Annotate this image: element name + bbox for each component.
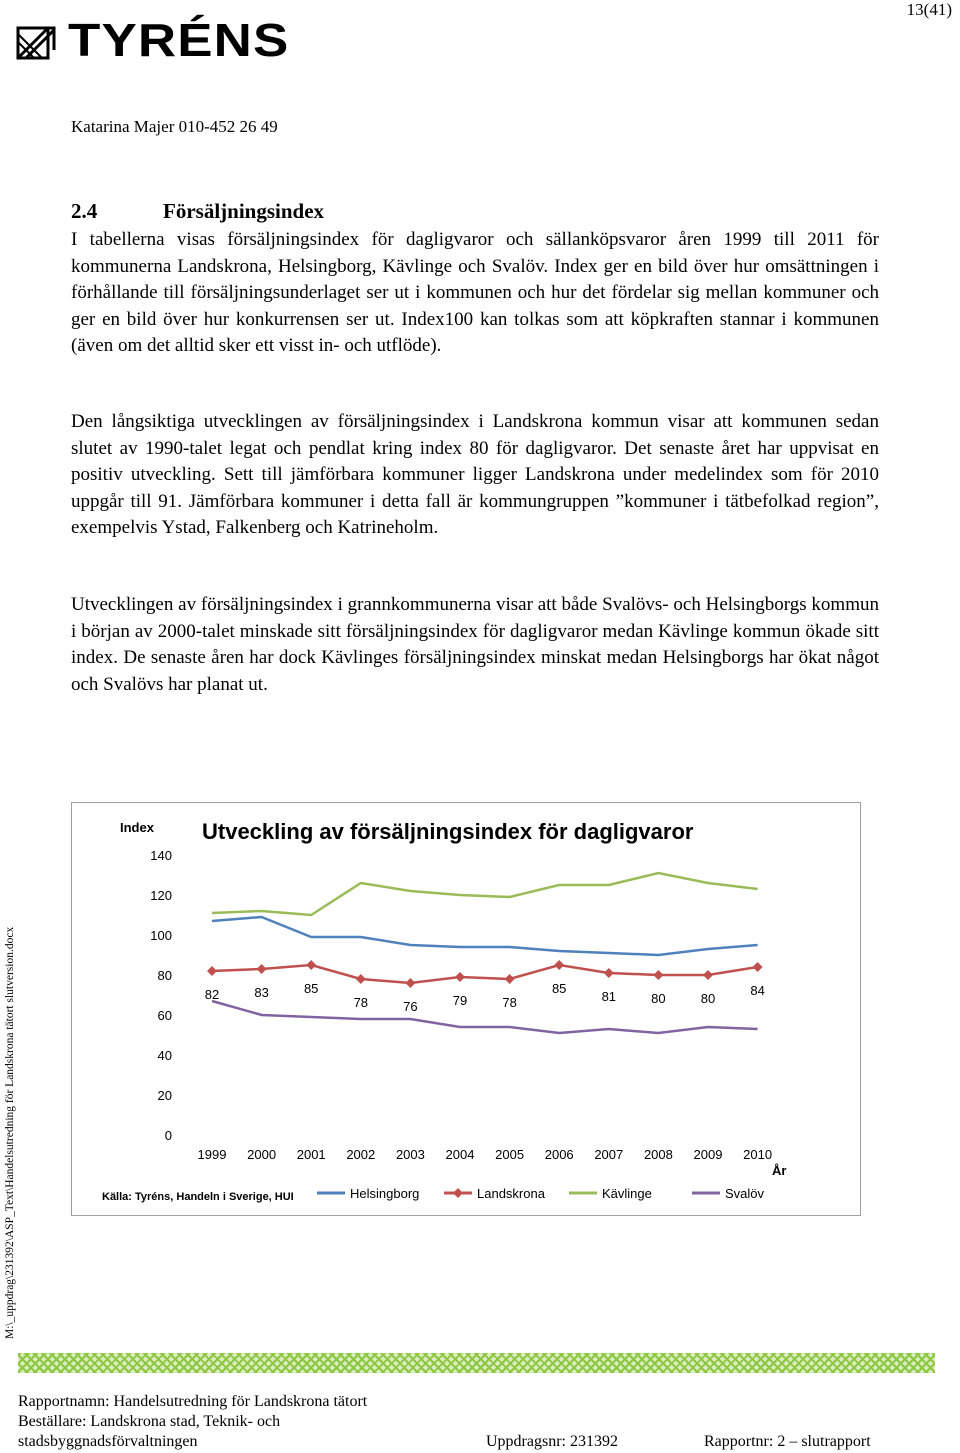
series-line-helsingborg — [212, 917, 758, 955]
page-number: 13(41) — [906, 0, 952, 19]
legend-marker — [453, 1188, 463, 1198]
data-point-marker — [257, 964, 267, 974]
data-point-marker — [753, 962, 763, 972]
x-tick-label: 2000 — [247, 1147, 277, 1162]
x-axis-label: År — [772, 1163, 787, 1178]
data-label: 82 — [204, 987, 220, 1002]
data-point-marker — [505, 974, 515, 984]
x-tick-label: 2002 — [346, 1147, 376, 1162]
x-tick-label: 2010 — [743, 1147, 773, 1162]
legend-label: Svalöv — [725, 1186, 765, 1201]
x-tick-label: 2001 — [296, 1147, 326, 1162]
y-tick-label: 60 — [157, 1008, 172, 1023]
author-contact: Katarina Majer 010-452 26 49 — [71, 117, 278, 136]
series-line-kävlinge — [212, 873, 758, 915]
data-label: 78 — [502, 995, 517, 1010]
chart-title: Utveckling av försäljningsindex för dagligvaror — [202, 819, 694, 844]
data-label: 85 — [303, 981, 319, 996]
chart-source: Källa: Tyréns, Handeln i Sverige, HUI — [102, 1191, 294, 1203]
x-tick-label: 2008 — [643, 1147, 673, 1162]
tyrens-logo — [16, 14, 290, 66]
y-tick-label: 40 — [157, 1048, 172, 1063]
paragraph-intro: I tabellerna visas försäljningsindex för dagligvaror och sällanköpsvaror åren 1999 till 2011 för kommunerna Landskrona, Helsingborg, Kävlinge och Svalöv. Index ger en bild över hur omsättningen i förhållande till försäljningsunderlaget ser ut i kommunen och hur det fördelar sig mellan kommuner och ger en bild över hur konkurrensen ser ut. Index100 kan tolkas som att köpkraften stannar i kommunen (även om det alltid sker ett visst in- och utflöde). — [71, 229, 879, 356]
data-point-marker — [356, 974, 366, 984]
y-tick-label: 0 — [164, 1128, 172, 1143]
footer-report-name: Rapportnamn: Handelsutredning för Landskrona tätort — [18, 1393, 368, 1410]
data-label: 80 — [700, 991, 716, 1006]
data-label: 83 — [254, 985, 269, 1000]
data-point-marker — [455, 972, 465, 982]
section-title: Försäljningsindex — [163, 199, 325, 223]
section-heading — [71, 199, 324, 224]
x-tick-label: 2009 — [693, 1147, 723, 1162]
paragraph-neighbours: Utvecklingen av försäljningsindex i grannkommunerna visar att både Svalövs- och Helsingborgs kommun i början av 2000-talet minskade sitt försäljningsindex för dagligvaror medan Kävlinge kommun ökade sitt index. De senaste åren har dock Kävlinges försäljningsindex minskat medan Helsingborgs har ökat något och Svalövs har planat ut. — [71, 594, 879, 695]
section-number: 2.4 — [71, 199, 98, 223]
y-axis-label: Index — [120, 820, 154, 835]
legend-label: Landskrona — [477, 1186, 545, 1201]
data-label: 81 — [601, 989, 617, 1004]
document-path: M:\_uppdrag\231392\ASP_Text\Handelsutredning för Landskrona tätort slutversion.docx — [4, 926, 16, 1339]
y-tick-label: 120 — [150, 888, 172, 903]
data-label: 85 — [551, 981, 567, 996]
chart-svg — [72, 803, 860, 1215]
x-tick-label: 2005 — [495, 1147, 525, 1162]
y-tick-label: 80 — [157, 968, 172, 983]
x-tick-label: 1999 — [197, 1147, 227, 1162]
data-point-marker — [604, 968, 614, 978]
data-point-marker — [306, 960, 316, 970]
footer-assignment-number: Uppdragsnr: 231392 — [486, 1433, 618, 1450]
data-label: 84 — [750, 983, 765, 998]
legend-label: Kävlinge — [602, 1186, 652, 1201]
footer-client-line1: Beställare: Landskrona stad, Teknik- och — [18, 1413, 281, 1430]
footer-stripe — [18, 1353, 935, 1373]
data-label: 80 — [651, 991, 666, 1006]
series-line-landskrona — [212, 965, 758, 983]
data-label: 79 — [452, 993, 468, 1008]
y-tick-label: 20 — [157, 1088, 172, 1103]
data-point-marker — [653, 970, 663, 980]
logo-mark-icon — [16, 20, 56, 60]
data-label: 76 — [403, 999, 418, 1014]
y-tick-label: 140 — [150, 848, 172, 863]
x-tick-label: 2007 — [594, 1147, 624, 1162]
data-point-marker — [207, 966, 217, 976]
x-tick-label: 2004 — [445, 1147, 475, 1162]
series-line-svalöv — [212, 1001, 758, 1033]
data-point-marker — [703, 970, 713, 980]
x-tick-label: 2006 — [544, 1147, 574, 1162]
logo-wordmark: TYRÉNS — [68, 14, 290, 66]
data-point-marker — [405, 978, 415, 988]
y-tick-label: 100 — [150, 928, 172, 943]
data-label: 78 — [353, 995, 369, 1010]
sales-index-chart — [71, 802, 861, 1216]
paragraph-landskrona: Den långsiktiga utvecklingen av försäljningsindex i Landskrona kommun visar att kommunen sedan slutet av 1990-talet legat och pendlat kring index 80 för dagligvaror. Det senaste året har uppvisat en positiv utveckling. Sett till jämförbara kommuner ligger Landskrona under medelindex som för 2010 uppgår till 91. Jämförbara kommuner i detta fall är kommungruppen ”kommuner i tätbefolkad region”, exempelvis Ystad, Falkenberg och Katrineholm. — [71, 411, 879, 538]
footer-report-number: Rapportnr: 2 – slutrapport — [704, 1433, 871, 1450]
data-point-marker — [554, 960, 564, 970]
legend-label: Helsingborg — [350, 1186, 420, 1201]
footer-client-line2: stadsbyggnadsförvaltningen — [18, 1433, 198, 1450]
x-tick-label: 2003 — [395, 1147, 425, 1162]
